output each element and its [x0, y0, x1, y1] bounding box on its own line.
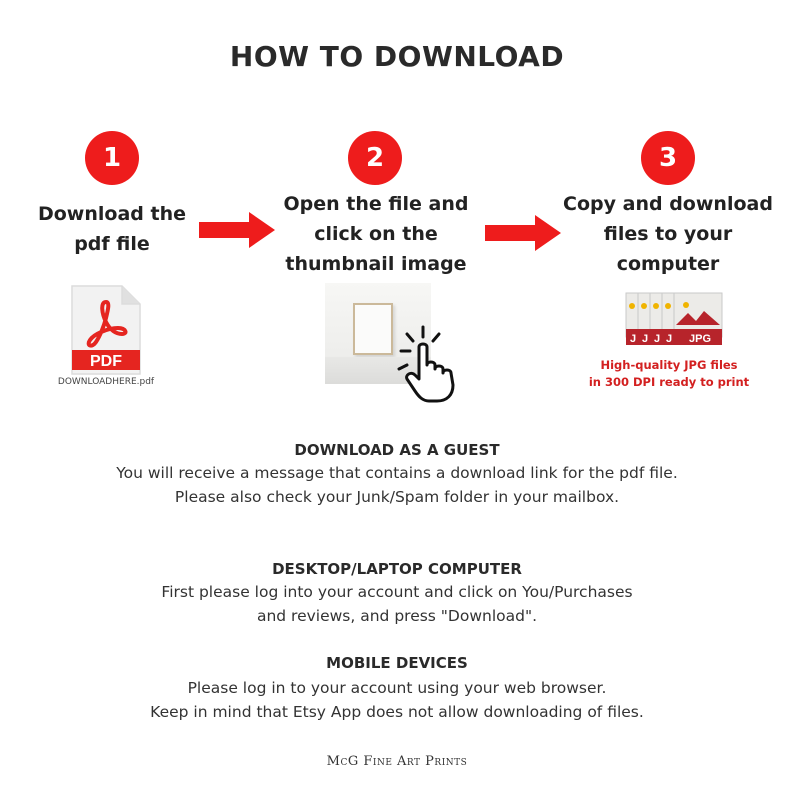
arrow-right-icon: [485, 215, 561, 251]
step-1-line-2: pdf file: [74, 233, 150, 255]
guest-line-2: Please also check your Junk/Spam folder in your mailbox.: [174, 488, 620, 506]
frame-mockup: [353, 303, 393, 355]
jpg-letter-1: J: [629, 333, 637, 345]
jpg-files-icon: [624, 291, 726, 349]
desktop-line-1: First please log into your account and click on You/Purchases: [161, 583, 633, 601]
jpg-letter-2: J: [641, 333, 649, 345]
step-3-line-1: Copy and download: [563, 193, 773, 215]
mobile-line-1: Please log in to your account using your web browser.: [187, 679, 607, 697]
step-2-line-1: Open the file and: [283, 193, 469, 215]
mobile-section-body: [0, 676, 794, 724]
jpg-letter-4: J: [665, 333, 673, 345]
step-2-line-3: thumbnail image: [285, 253, 467, 275]
step-3-line-3: computer: [616, 253, 720, 275]
step-2-text: [262, 189, 490, 279]
guest-line-1: You will receive a message that contains a download link for the pdf file.: [116, 464, 678, 482]
step-1-number-badge: 1: [85, 131, 139, 185]
hand-pointer-icon: [393, 323, 465, 405]
desktop-line-2: and reviews, and press "Download".: [256, 607, 538, 625]
jpg-caption-line-1: High-quality JPG files: [600, 358, 738, 372]
jpg-caption-line-2: in 300 DPI ready to print: [588, 375, 750, 389]
mobile-line-2: Keep in mind that Etsy App does not allow downloading of files.: [150, 703, 644, 721]
desktop-section-heading: DESKTOP/LAPTOP COMPUTER: [272, 560, 522, 578]
pdf-badge-label: PDF: [90, 353, 122, 370]
step-2-line-2: click on the: [314, 223, 438, 245]
step-3-number-badge: 3: [641, 131, 695, 185]
pdf-filename: DOWNLOADHERE.pdf: [57, 377, 155, 387]
step-3-text: [552, 189, 784, 279]
footer-brand: McG Fine Art Prints: [326, 754, 468, 769]
step-3-line-2: files to your: [603, 223, 733, 245]
guest-section-heading: DOWNLOAD AS A GUEST: [294, 441, 500, 459]
page-title: HOW TO DOWNLOAD: [229, 40, 565, 73]
step-2-number-badge: 2: [348, 131, 402, 185]
mobile-section-heading: MOBILE DEVICES: [326, 654, 468, 672]
pdf-file-icon: [70, 284, 142, 376]
jpg-letter-3: J: [653, 333, 661, 345]
desktop-section-body: [0, 580, 794, 628]
jpg-badge-label: JPG: [688, 333, 712, 345]
step-1-text: [20, 199, 204, 259]
jpg-caption: [566, 357, 772, 391]
guest-section-body: [0, 461, 794, 509]
step-1-line-1: Download the: [37, 203, 186, 225]
